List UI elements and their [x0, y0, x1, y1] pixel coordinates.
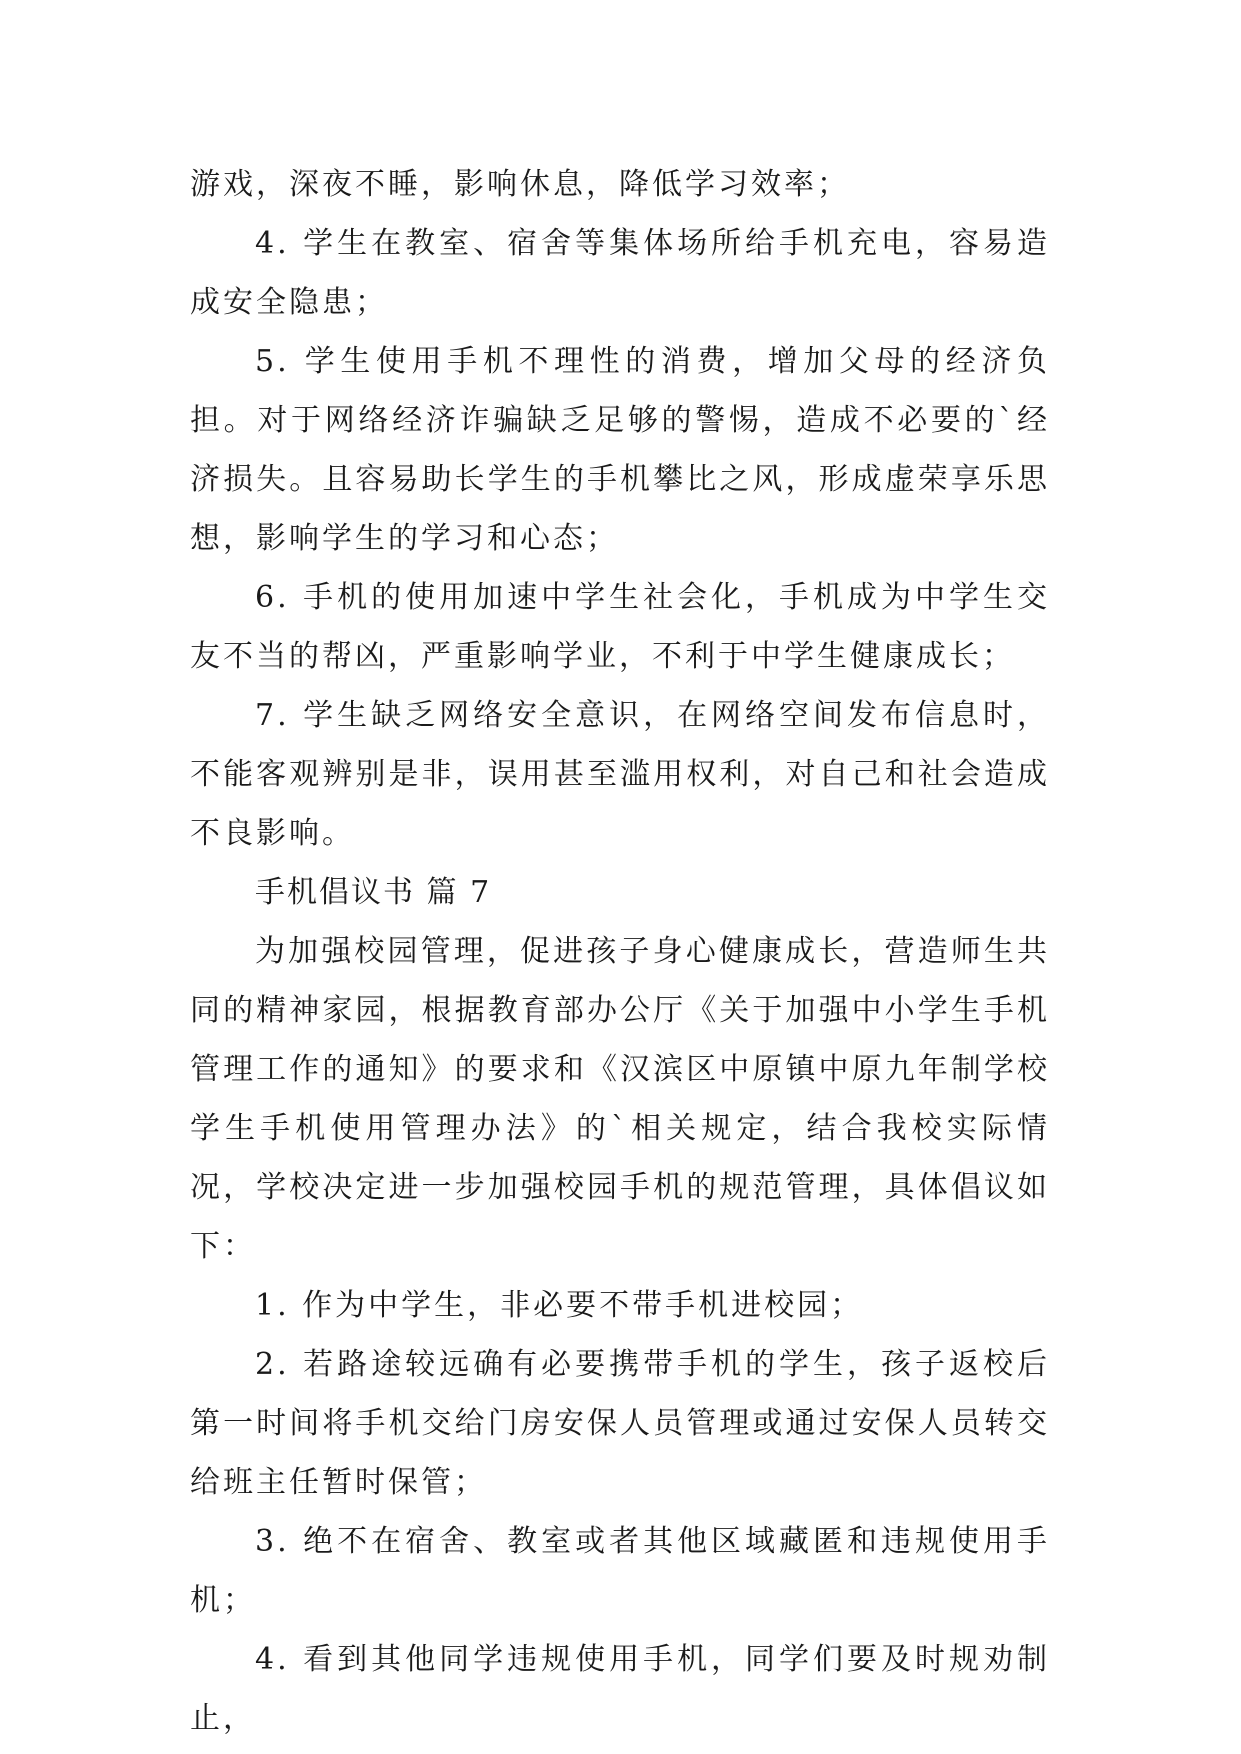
- section-heading: 手机倡议书 篇 7: [255, 875, 492, 910]
- proposal-item-4: 4. 看到其他同学违规使用手机，同学们要及时规劝制止，: [190, 1642, 1050, 1736]
- list-item-5-consumption: 5. 学生使用手机不理性的消费，增加父母的经济负担。对于网络经济诈骗缺乏足够的警惕，造成不必要的`经济损失。且容易助长学生的手机攀比之风，形成虚荣享乐思想，影响学生的学习和心态；: [190, 344, 1050, 556]
- proposal-item-1: 1. 作为中学生，非必要不带手机进校园；: [255, 1288, 864, 1323]
- proposal-item-3: 3. 绝不在宿舍、教室或者其他区域藏匿和违规使用手机；: [190, 1524, 1050, 1618]
- paragraph-continuation: 游戏，深夜不睡，影响休息，降低学习效率；: [190, 167, 850, 202]
- proposal-item-2: 2. 若路途较远确有必要携带手机的学生，孩子返校后第一时间将手机交给门房安保人员管理或通过安保人员转交给班主任暂时保管；: [190, 1347, 1050, 1500]
- list-item-4-charging-hazard: 4. 学生在教室、宿舍等集体场所给手机充电，容易造成安全隐患；: [190, 226, 1050, 320]
- document-body: [190, 155, 1050, 1748]
- list-item-6-socialization: 6. 手机的使用加速中学生社会化，手机成为中学生交友不当的帮凶，严重影响学业，不利于中学生健康成长；: [190, 580, 1050, 674]
- proposal-intro: 为加强校园管理，促进孩子身心健康成长，营造师生共同的精神家园，根据教育部办公厅《关于加强中小学生手机管理工作的通知》的要求和《汉滨区中原镇中原九年制学校学生手机使用管理办法》的`相关规定，结合我校实际情况，学校决定进一步加强校园手机的规范管理，具体倡议如下：: [190, 934, 1050, 1264]
- list-item-7-network-safety: 7. 学生缺乏网络安全意识，在网络空间发布信息时，不能客观辨别是非，误用甚至滥用权利，对自己和社会造成不良影响。: [190, 698, 1050, 851]
